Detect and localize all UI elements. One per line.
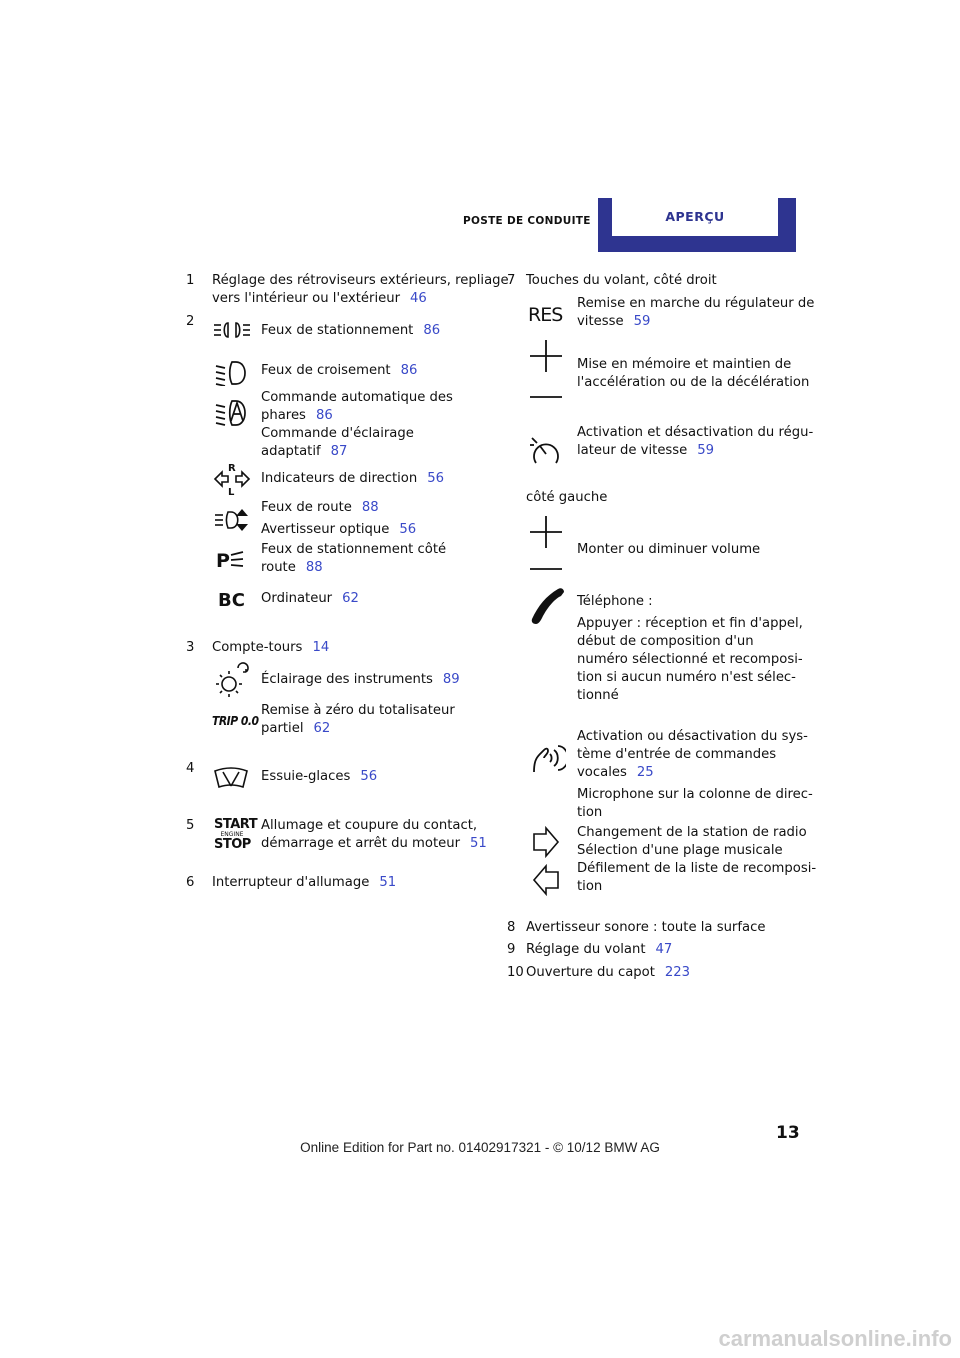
start-stop-line2: démarrage et arrêt du moteur (261, 836, 461, 851)
volume-minus-icon (528, 566, 564, 572)
adaptive-lighting-page-link[interactable]: 87 (330, 444, 348, 459)
high-beam-label: Feux de route (261, 500, 352, 515)
phone-line3: début de composition d'un (577, 634, 754, 649)
item-1-number: 1 (186, 273, 195, 288)
minus-icon (528, 394, 564, 400)
start-stop-row (261, 835, 487, 853)
auto-headlight-page-link[interactable]: 86 (315, 408, 333, 423)
low-beam-row (261, 362, 417, 380)
svg-text:P: P (216, 550, 230, 571)
section-title: POSTE DE CONDUITE (463, 215, 591, 227)
auto-headlight-line1: Commande automatique des (261, 390, 453, 405)
item-5-number: 5 (186, 818, 195, 833)
watermark: carmanualsonline.info (718, 1326, 952, 1351)
plus-icon (528, 338, 564, 374)
item-1-page-link[interactable]: 46 (410, 291, 427, 306)
phone-line5: tion si aucun numéro n'est sélec- (577, 670, 796, 685)
steering-adjust-label: Réglage du volant (526, 942, 646, 957)
item-7-number: 7 (507, 273, 516, 288)
cruise-control-icon (528, 436, 564, 468)
start-stop-page-link[interactable]: 51 (470, 836, 487, 851)
hood-release-page-link[interactable]: 223 (664, 965, 691, 980)
memory-line2: l'accélération ou de la décélération (577, 375, 810, 390)
start-glyph: START (214, 817, 258, 832)
cruise-row (577, 442, 714, 460)
auto-headlight-icon (214, 397, 250, 427)
roadside-parking-row (261, 559, 323, 577)
res-icon: RES (528, 304, 563, 326)
tachometer-label: Compte-tours (212, 640, 303, 655)
chapter-tab (598, 198, 796, 252)
phone-line6: tionné (577, 688, 619, 703)
hood-release-label: Ouverture du capot (526, 965, 655, 980)
start-stop-line1: Allumage et coupure du contact, (261, 818, 478, 833)
tachometer-page-link[interactable]: 14 (312, 640, 330, 655)
turn-signal-label: Indicateurs de direction (261, 471, 418, 486)
roadside-parking-page-link[interactable]: 88 (305, 560, 323, 575)
redial-line1: Défilement de la liste de recomposi- (577, 861, 817, 876)
parking-lights-page-link[interactable]: 86 (423, 323, 441, 338)
ignition-switch-label: Interrupteur d'allumage (212, 875, 370, 890)
turn-signal-row (261, 470, 444, 488)
arrow-left-icon (532, 864, 560, 896)
item-10-row (526, 964, 690, 982)
item-6-number: 6 (186, 875, 195, 890)
bc-icon: BC (218, 590, 245, 611)
steering-adjust-page-link[interactable]: 47 (655, 942, 673, 957)
item-9-row (526, 941, 672, 959)
voice-line2: tème d'entrée de commandes (577, 747, 777, 762)
headlight-flasher-row (261, 521, 416, 539)
radio-station-line: Changement de la station de radio (577, 825, 807, 840)
item-8-number: 8 (507, 920, 516, 935)
start-stop-icon (214, 817, 258, 852)
high-beam-page-link[interactable]: 88 (361, 500, 379, 515)
low-beam-icon (214, 360, 250, 386)
cruise-line2: lateur de vitesse (577, 443, 688, 458)
item-4-number: 4 (186, 761, 195, 776)
cruise-line1: Activation et désactivation du régu- (577, 425, 814, 440)
item-1-line2: vers l'intérieur ou l'extérieur (212, 291, 401, 306)
svg-text:R: R (228, 463, 236, 474)
voice-line3: vocales (577, 765, 627, 780)
memory-line1: Mise en mémoire et maintien de (577, 357, 792, 372)
res-line1: Remise en marche du régulateur de (577, 296, 815, 311)
wiper-label: Essuie-glaces (261, 769, 351, 784)
roadside-parking-line2: route (261, 560, 296, 575)
auto-headlight-line2: phares (261, 408, 306, 423)
parking-lights-row (261, 322, 440, 340)
microphone-line1: Microphone sur la colonne de direc- (577, 787, 813, 802)
trip-reset-icon: TRIP 0.0 (212, 714, 259, 728)
music-track-line: Sélection d'une plage musicale (577, 843, 783, 858)
adaptive-lighting-line2: adaptatif (261, 444, 321, 459)
item-3-number: 3 (186, 640, 195, 655)
item-7-label: Touches du volant, côté droit (526, 273, 717, 288)
instrument-lighting-icon (212, 662, 252, 702)
volume-label: Monter ou diminuer volume (577, 542, 761, 557)
headlight-flasher-label: Avertisseur optique (261, 522, 390, 537)
redial-line2: tion (577, 879, 603, 894)
item-2-number: 2 (186, 314, 195, 329)
stop-glyph: STOP (214, 837, 251, 852)
wiper-page-link[interactable]: 56 (360, 769, 378, 784)
computer-row (261, 590, 359, 608)
high-beam-row (261, 499, 379, 517)
instrument-lighting-label: Éclairage des instruments (261, 672, 433, 687)
item-1-line2-row (212, 290, 427, 308)
parking-lights-label: Feux de stationnement (261, 323, 414, 338)
voice-row (577, 764, 654, 782)
res-line2: vitesse (577, 314, 624, 329)
parking-lights-icon (212, 320, 252, 340)
engine-glyph: ENGINE (220, 831, 244, 838)
high-beam-icon (214, 507, 250, 533)
res-row (577, 313, 650, 331)
page-number: 13 (776, 1123, 800, 1143)
instrument-lighting-page-link[interactable]: 89 (442, 672, 460, 687)
low-beam-label: Feux de croisement (261, 363, 391, 378)
trip-reset-line2: partiel (261, 721, 304, 736)
voice-line1: Activation ou désactivation du sys- (577, 729, 808, 744)
turn-signal-icon (212, 462, 252, 496)
trip-reset-row (261, 720, 330, 738)
low-beam-page-link[interactable]: 86 (400, 363, 418, 378)
phone-icon (530, 586, 566, 626)
item-9-number: 9 (507, 942, 516, 957)
roadside-parking-icon (216, 549, 246, 571)
trip-reset-page-link[interactable]: 62 (313, 721, 331, 736)
phone-line2: Appuyer : réception et fin d'appel, (577, 616, 803, 631)
auto-headlight-row2 (261, 407, 333, 425)
volume-plus-icon (528, 514, 564, 550)
chapter-tab-label: APERÇU (665, 209, 725, 224)
phone-line1: Téléphone : (577, 594, 653, 609)
instrument-lighting-row (261, 671, 460, 689)
wiper-row (261, 768, 377, 786)
item-10-number: 10 (507, 965, 524, 980)
res-page-link[interactable]: 59 (633, 314, 651, 329)
svg-text:L: L (228, 487, 235, 496)
roadside-parking-line1: Feux de stationnement côté (261, 542, 447, 557)
computer-page-link[interactable]: 62 (342, 591, 359, 606)
voice-command-icon (530, 740, 566, 774)
trip-reset-line1: Remise à zéro du totalisateur (261, 703, 455, 718)
footer-edition: Online Edition for Part no. 01402917321 - © 10/12 BMW AG (300, 1140, 660, 1155)
left-side-heading: côté gauche (526, 490, 608, 505)
turn-signal-page-link[interactable]: 56 (427, 471, 444, 486)
voice-page-link[interactable]: 25 (636, 765, 654, 780)
cruise-page-link[interactable]: 59 (697, 443, 715, 458)
arrow-right-icon (532, 826, 560, 858)
item-1-line1: Réglage des rétroviseurs extérieurs, repliage (212, 273, 509, 288)
item-3-row (212, 639, 329, 657)
wiper-icon (213, 765, 249, 791)
computer-label: Ordinateur (261, 591, 333, 606)
ignition-switch-page-link[interactable]: 51 (379, 875, 397, 890)
horn-label: Avertisseur sonore : toute la surface (526, 920, 766, 935)
adaptive-lighting-line1: Commande d'éclairage (261, 426, 414, 441)
item-6-row (212, 874, 396, 892)
headlight-flasher-page-link[interactable]: 56 (399, 522, 417, 537)
phone-line4: numéro sélectionné et recomposi- (577, 652, 803, 667)
microphone-line2: tion (577, 805, 603, 820)
adaptive-lighting-row (261, 443, 347, 461)
